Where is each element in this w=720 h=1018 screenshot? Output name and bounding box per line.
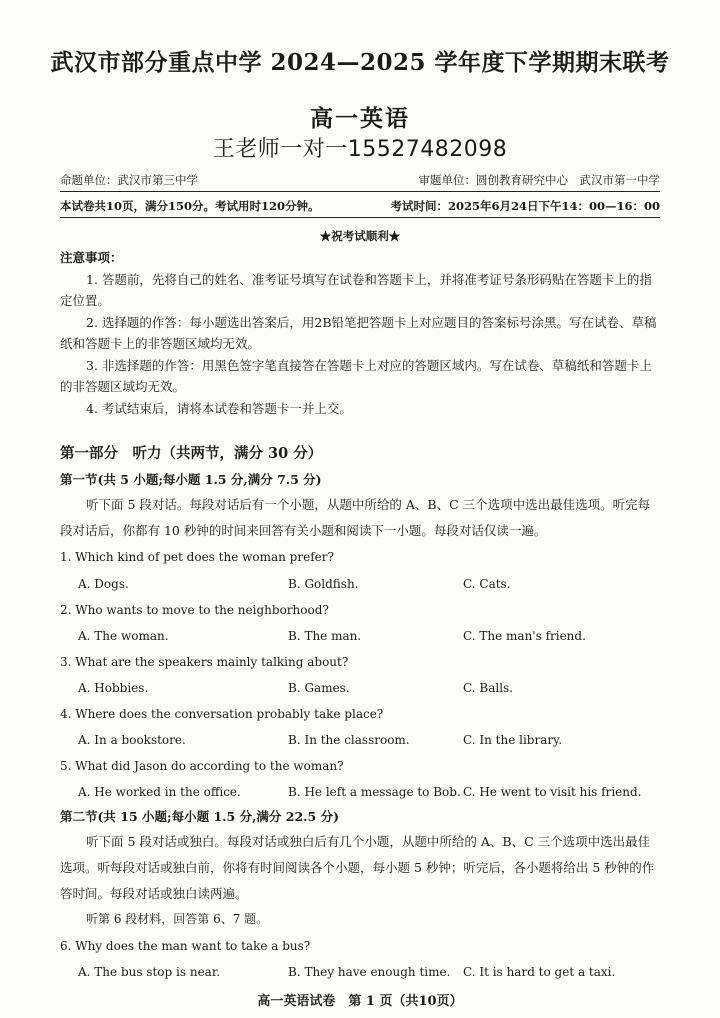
option-c: C. Cats. [463,577,511,591]
note-item: 1. 答题前，先将自己的姓名、准考证号填写在试卷和答题卡上，并将准考证号条形码贴在答题卡上的指定位置。 [60,271,652,308]
option-a: A. The bus stop is near. [78,965,221,979]
question-stem: 3. What are the speakers mainly talking about? [60,655,349,669]
material-note: 听第 6 段材料，回答第 6、7 题。 [86,912,269,926]
section-two-instructions: 听下面 5 段对话或独白。每段对话或独白后有几个小题，从题中所给的 A、B、C 三个选项中选出最佳选项。听每段对话或独白前，你将有时间阅读各个小题，每小题 5 秒钟；听完后，各小题将给出 5 秒钟的作答时间。每段对话或独白读两遍。 [60,834,655,901]
exam-info-row [60,198,660,214]
option-a: A. Dogs. [78,577,129,591]
exam-time: 考试时间：2025年6月24日下午14：00—16：00 [390,199,660,213]
page-footer: 高一英语试卷 第 1 页（共10页） [257,994,463,1009]
option-a: A. He worked in the office. [78,785,241,799]
question-stem: 4. Where does the conversation probably take place? [60,707,384,721]
option-c: C. He went to visit his friend. [463,785,642,799]
option-c: C. It is hard to get a taxi. [463,965,616,979]
exam-title: 武汉市部分重点中学 2024—2025 学年度下学期期末联考 [50,49,670,76]
question-stem: 5. What did Jason do according to the woman? [60,759,344,773]
option-a: A. In a bookstore. [78,733,186,747]
option-b: B. In the classroom. [288,733,410,747]
question-stem: 6. Why does the man want to take a bus? [60,939,311,953]
option-c: C. Balls. [463,681,514,695]
exam-subject: 高一英语 [310,105,410,132]
question-stem: 2. Who wants to move to the neighborhood? [60,603,329,617]
section-two-title: 第二节(共 15 小题;每小题 1.5 分,满分 22.5 分) [60,809,339,824]
good-luck-banner: ★祝考试顺利★ [319,229,401,243]
option-c: C. In the library. [463,733,563,747]
divider-line [60,191,660,192]
option-b: B. Goldfish. [288,577,359,591]
proposer-unit: 命题单位：武汉市第三中学 [60,173,198,187]
teacher-contact: 王老师一对一15527482098 [212,137,508,162]
notes-block [60,247,660,419]
question-stem: 1. Which kind of pet does the woman prefer? [60,550,334,564]
length-info: 本试卷共10页，满分150分。考试用时120分钟。 [60,199,320,213]
option-c: C. The man's friend. [463,629,586,643]
section-one-title: 第一节(共 5 小题;每小题 1.5 分,满分 7.5 分) [60,472,322,487]
option-b: B. The man. [288,629,362,643]
unit-row [60,172,660,188]
note-item: 4. 考试结束后，请将本试卷和答题卡一并上交。 [86,400,352,416]
option-a: A. The woman. [78,629,169,643]
option-a: A. Hobbies. [78,681,149,695]
option-b: B. They have enough time. [288,965,451,979]
option-b: B. Games. [288,681,350,695]
section-one-instructions: 听下面 5 段对话。每段对话后有一个小题，从题中所给的 A、B、C 三个选项中选出最佳选项。听完每段对话后，你都有 10 秒钟的时间来回答有关小题和阅读下一小题。每段对话仅读一遍。 [60,497,651,538]
notes-heading: 注意事项： [60,250,123,265]
reviewer-unit: 审题单位：圆创教育研究中心 武汉市第一中学 [418,173,660,187]
option-b: B. He left a message to Bob. [288,785,461,799]
note-item: 2. 选择题的作答：每小题选出答案后，用2B铅笔把答题卡上对应题目的答案标号涂黑。写在试卷、草稿纸和答题卡上的非答题区域均无效。 [60,314,657,351]
note-item: 3. 非选择题的作答：用黑色签字笔直接答在答题卡上对应的答题区域内。写在试卷、草稿纸和答题卡上的非答题区域均无效。 [60,357,652,394]
part-one-title: 第一部分 听力（共两节，满分 30 分） [60,445,323,462]
divider-line [60,217,660,218]
